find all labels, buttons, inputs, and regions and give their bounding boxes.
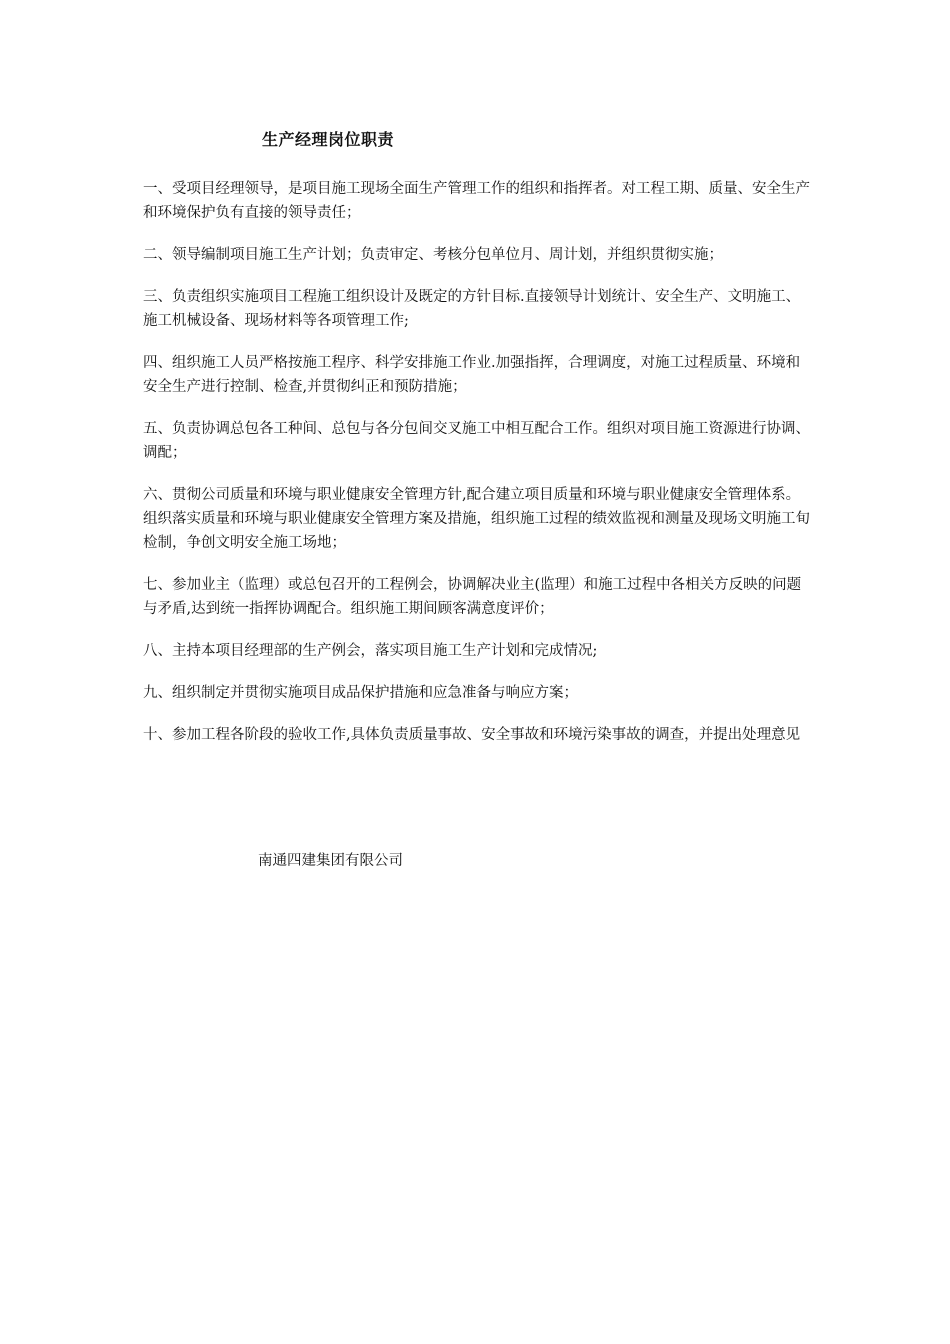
clause-7: 七、参加业主（监理）或总包召开的工程例会，协调解决业主(监理）和施工过程中各相关方反映的问题与矛盾,达到统一指挥协调配合。组织施工期间顾客满意度评价； (143, 577, 802, 617)
clause-list (143, 177, 813, 765)
clause-9: 九、组织制定并贯彻实施项目成品保护措施和应急准备与响应方案； (143, 685, 578, 701)
clause-2: 二、领导编制项目施工生产计划；负责审定、考核分包单位月、周计划，并组织贯彻实施； (143, 247, 723, 263)
clause-10: 十、参加工程各阶段的验收工作,具体负责质量事故、安全事故和环境污染事故的调查，并提出处理意见 (143, 727, 801, 743)
clause-5: 五、负责协调总包各工种间、总包与各分包间交叉施工中相互配合工作。组织对项目施工资源进行协调、调配； (143, 421, 810, 461)
clause-4: 四、组织施工人员严格按施工程序、科学安排施工作业.加强指挥，合理调度，对施工过程质量、环境和安全生产进行控制、检查,并贯彻纠正和预防措施； (143, 355, 801, 395)
clause-3: 三、负责组织实施项目工程施工组织设计及既定的方针目标.直接领导计划统计、安全生产、文明施工、施工机械设备、现场材料等各项管理工作; (143, 289, 801, 329)
document-title: 生产经理岗位职责 (262, 130, 395, 149)
clause-6: 六、贯彻公司质量和环境与职业健康安全管理方针,配合建立项目质量和环境与职业健康安全管理体系。组织落实质量和环境与职业健康安全管理方案及措施，组织施工过程的绩效监视和测量及现场文明施工旬检制，争创文明安全施工场地； (143, 487, 810, 551)
clause-1: 一、受项目经理领导，是项目施工现场全面生产管理工作的组织和指挥者。对工程工期、质量、安全生产和环境保护负有直接的领导责任； (143, 181, 810, 221)
company-signature: 南通四建集团有限公司 (258, 853, 403, 869)
clause-8: 八、主持本项目经理部的生产例会，落实项目施工生产计划和完成情况; (143, 643, 598, 659)
